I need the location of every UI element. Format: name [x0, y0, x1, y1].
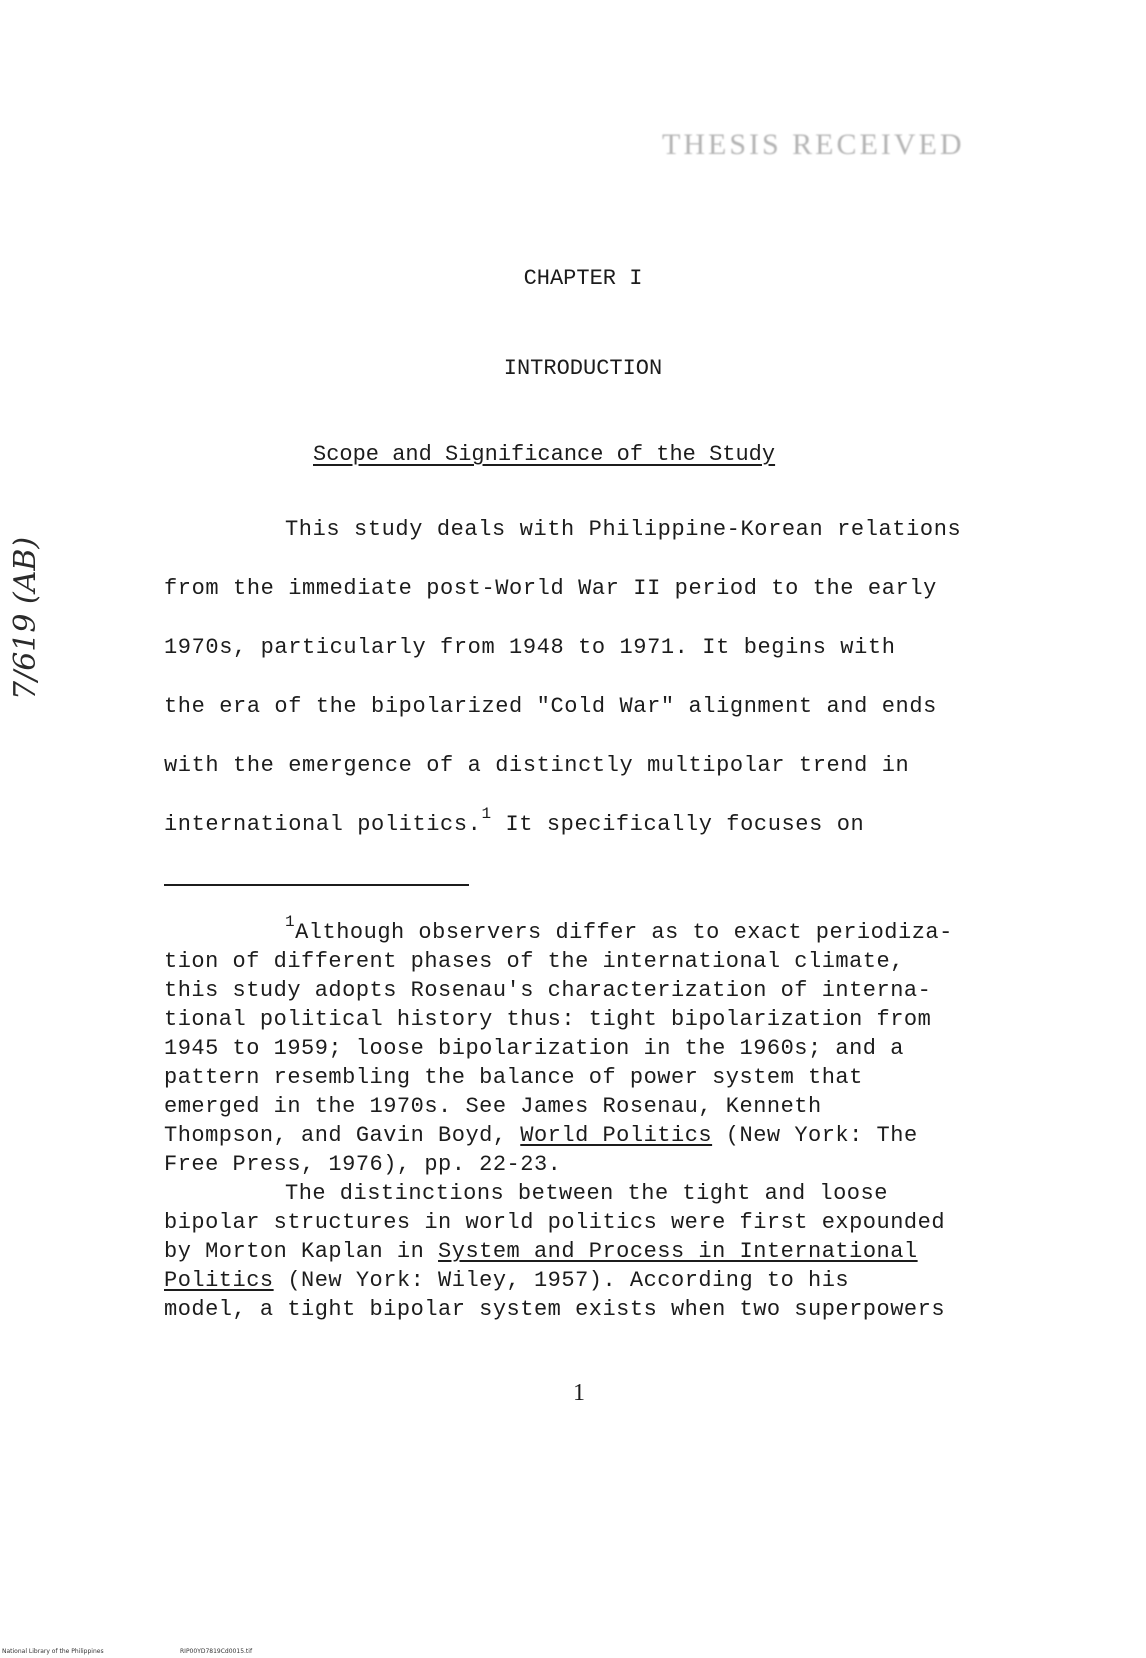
book-title: World Politics [520, 1123, 713, 1148]
body-line: 1970s, particularly from 1948 to 1971. It begins with [164, 635, 896, 660]
footnote-line: this study adopts Rosenau's characterization of interna- [164, 978, 932, 1003]
footnote-line [164, 1123, 918, 1148]
footnote-line [164, 1239, 918, 1264]
footnote-text: Although observers differ as to exact periodiza- [295, 920, 953, 945]
footnote-line: The distinctions between the tight and loose [285, 1181, 888, 1206]
footnote-text: (New York: Wiley, 1957). According to his [273, 1268, 850, 1293]
body-line: the era of the bipolarized "Cold War" alignment and ends [164, 694, 937, 719]
footnote-marker: 1 [481, 805, 492, 823]
handwritten-note: 7/619 (AB) [8, 536, 43, 700]
file-footer: RIP00YD7819Cd0015.tif [180, 1648, 253, 1655]
footnote-line: bipolar structures in world politics were first expounded [164, 1210, 946, 1235]
chapter-title: INTRODUCTION [503, 356, 663, 381]
footnote-text: (New York: The [712, 1123, 918, 1148]
footnote-line: 1945 to 1959; loose bipolarization in the 1960s; and a [164, 1036, 904, 1061]
body-line [164, 805, 865, 837]
footnote-line: pattern resembling the balance of power system that [164, 1065, 863, 1090]
footnote-line: model, a tight bipolar system exists when two superpowers [164, 1297, 946, 1322]
footnote-line: tional political history thus: tight bipolarization from [164, 1007, 932, 1032]
body-text: international politics. [164, 812, 482, 837]
received-stamp: THESIS RECEIVED [662, 128, 965, 161]
footnote-text: Thompson, and Gavin Boyd, [164, 1123, 521, 1148]
book-title: Politics [164, 1268, 274, 1293]
book-title: System and Process in International [438, 1239, 918, 1264]
chapter-heading: CHAPTER I [523, 266, 643, 291]
body-text: It specifically focuses on [491, 812, 865, 837]
footnote-text: by Morton Kaplan in [164, 1239, 439, 1264]
footnote-divider [164, 884, 469, 886]
footnote-line: tion of different phases of the international climate, [164, 949, 904, 974]
footnote-line [164, 1268, 849, 1293]
footnote-number: 1 [285, 913, 296, 931]
footnote-line [285, 913, 953, 945]
page-number: 1 [573, 1380, 585, 1406]
body-line: This study deals with Philippine-Korean relations [285, 517, 962, 542]
body-line: from the immediate post-World War II period to the early [164, 576, 937, 601]
section-heading: Scope and Significance of the Study [313, 442, 776, 467]
library-footer: National Library of the Philippines [2, 1648, 104, 1655]
footnote-line: emerged in the 1970s. See James Rosenau, Kenneth [164, 1094, 822, 1119]
footnote-line: Free Press, 1976), pp. 22-23. [164, 1152, 562, 1177]
body-line: with the emergence of a distinctly multipolar trend in [164, 753, 910, 778]
